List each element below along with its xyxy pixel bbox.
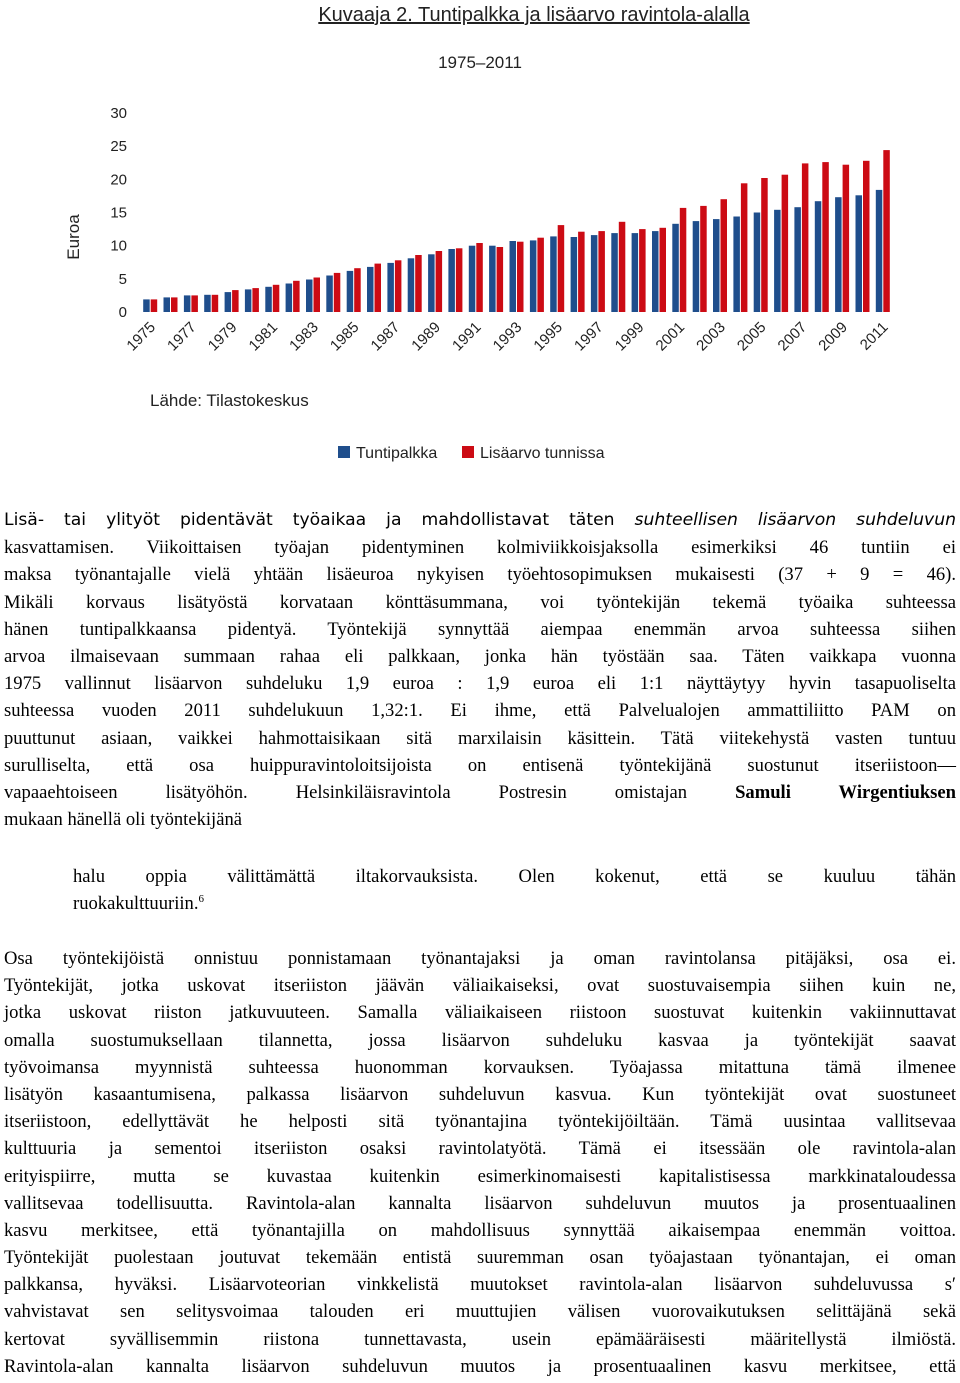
bar-tuntipalkka-1987 <box>387 263 394 312</box>
text-segment: 1975 vallinnut lisäarvon suhdeluku 1,9 euroa : 1,9 euroa eli 1:1 näyttäytyy hyvin tasapuoliselta <box>4 673 956 695</box>
bar-lisaarvo-2002 <box>700 206 707 312</box>
bar-tuntipalkka-1986 <box>367 267 374 312</box>
bar-lisaarvo-1997 <box>598 231 605 312</box>
bar-lisaarvo-2011 <box>883 150 890 312</box>
bar-tuntipalkka-2011 <box>876 190 883 312</box>
paragraph-1-line <box>4 616 956 643</box>
bar-lisaarvo-1990 <box>456 248 463 312</box>
paragraph-1-line <box>4 643 956 670</box>
text-segment: hänen tuntipalkkaansa pidentyä. Työntekijä synnyttää aiempaa enemmän arvoa suhteessa siihen <box>4 618 956 640</box>
bar-tuntipalkka-2010 <box>856 195 863 312</box>
paragraph-2 <box>4 945 956 1380</box>
bar-tuntipalkka-2005 <box>754 213 761 313</box>
paragraph-2-line: kertovat syvällisemmin riistona tunnettavasta, usein epämääräisesti määritellystä ilmiöstä. <box>4 1328 956 1350</box>
bar-lisaarvo-2009 <box>843 165 850 312</box>
text-segment: kasvattamisen. Viikoittaisen työajan pidentyminen kolmiviikkoisjaksolla esimerkiksi 46 tuntiin ei <box>4 537 956 559</box>
bar-lisaarvo-1995 <box>558 225 565 312</box>
chart-title: Kuvaaja 2. Tuntipalkka ja lisäarvo ravintola-alalla <box>318 4 750 26</box>
bar-tuntipalkka-1982 <box>286 284 293 313</box>
legend-swatch-lisaarvo <box>462 446 474 458</box>
paragraph-1-line <box>4 697 956 724</box>
bar-lisaarvo-1986 <box>375 264 382 312</box>
y-axis-label: Euroa <box>64 214 83 260</box>
bar-lisaarvo-1981 <box>273 285 280 312</box>
y-tick-label: 0 <box>118 304 127 321</box>
x-tick-label: 1993 <box>489 318 526 355</box>
bar-lisaarvo-1992 <box>497 247 504 312</box>
paragraph-1-line <box>4 806 956 833</box>
paragraph-1 <box>4 507 956 833</box>
footnote-marker: 6 <box>198 893 204 906</box>
paragraph-2-line: Osa työntekijöistä onnistuu ponnistamaan työnantajaksi ja oman ravintolansa pitäjäksi, osa ei. <box>4 948 956 969</box>
x-tick-label: 1991 <box>449 318 485 355</box>
bar-lisaarvo-1999 <box>639 229 646 312</box>
quote-line-2 <box>73 890 956 917</box>
text-segment: Lisä- tai ylityöt pidentävät työaikaa ja mahdollistavat täten <box>4 510 635 530</box>
paragraph-2-line: kulttuuria ja sementoi itseriiston osaksi ravintolatyötä. Tämä ei itsessään ole ravintola-alan <box>4 1138 956 1160</box>
bar-tuntipalkka-1985 <box>347 271 354 312</box>
paragraph-2-line: vallitsevaa todellisuutta. Ravintola-alan kannalta lisäarvon suhdeluvun muutos ja prosentuaalinen <box>4 1192 956 1214</box>
paragraph-2-line: Työntekijät, jotka uskovat itseriiston jäävän väliaikaiseksi, ovat suostuvaisempia siihen kuin ne, <box>4 975 956 997</box>
x-tick-label: 2003 <box>693 318 729 355</box>
bar-tuntipalkka-1981 <box>265 287 272 312</box>
legend-label-lisaarvo: Lisäarvo tunnissa <box>480 445 605 462</box>
paragraph-2-line: työvoimansa myynnistä suhteessa huonomman korvauksen. Työajassa mitattuna tämä ilmenee <box>4 1056 956 1078</box>
bars-group <box>143 150 890 312</box>
x-tick-label: 2005 <box>733 318 770 355</box>
x-tick-label: 1975 <box>123 318 160 355</box>
bar-lisaarvo-1984 <box>334 273 341 312</box>
bar-lisaarvo-2004 <box>741 183 748 312</box>
bar-tuntipalkka-1997 <box>591 235 598 312</box>
paragraph-2-line: omalla suostumuksellaan tilannetta, jossa lisäarvon suhdeluku kasvaa ja työntekijät saavat <box>4 1029 956 1051</box>
paragraph-1-line <box>4 752 956 779</box>
paragraph-1-line <box>4 725 956 752</box>
bar-tuntipalkka-1996 <box>571 237 578 312</box>
text-segment: mukaan hänellä oli työntekijänä <box>4 809 243 831</box>
bar-lisaarvo-1980 <box>252 288 259 312</box>
bar-lisaarvo-2000 <box>660 228 667 312</box>
x-tick-label: 2007 <box>774 318 811 355</box>
bar-tuntipalkka-1989 <box>428 254 435 312</box>
text-segment: puuttunut asiaan, vaikkei hahmottaisikaan sitä marxilaisin käsittein. Tätä viitekehystä vasten tuntuu <box>4 727 956 749</box>
source-note: Lähde: Tilastokeskus <box>150 391 309 410</box>
bar-lisaarvo-1976 <box>171 297 178 312</box>
bar-lisaarvo-1989 <box>436 251 443 312</box>
paragraph-2-line: erityispiirre, mutta se kuvastaa kuitenkin esimerkinomaisesti kapitalistisessa markkinataloudessa <box>4 1165 956 1187</box>
y-tick-label: 5 <box>118 270 127 288</box>
bar-chart <box>0 0 960 480</box>
bar-tuntipalkka-1994 <box>530 240 537 312</box>
bar-tuntipalkka-1979 <box>225 292 232 312</box>
x-tick-label: 1977 <box>164 318 200 355</box>
bar-tuntipalkka-2009 <box>835 197 842 312</box>
paragraph-1-line <box>4 534 956 561</box>
bar-tuntipalkka-1992 <box>489 246 496 312</box>
y-tick-label: 20 <box>110 171 127 189</box>
x-tick-label: 1989 <box>408 318 444 355</box>
y-tick-label: 15 <box>110 204 127 222</box>
bar-tuntipalkka-1991 <box>469 246 476 312</box>
bar-tuntipalkka-1995 <box>550 236 557 312</box>
text-segment: Samuli Wirgentiuksen <box>735 781 956 803</box>
x-axis-ticks <box>123 319 891 355</box>
legend-label-tuntipalkka: Tuntipalkka <box>356 445 438 462</box>
paragraph-1-line <box>4 670 956 697</box>
legend-swatch-tuntipalkka <box>338 446 350 458</box>
paragraph-2-line: jotka uskovat riiston jatkuvuuteen. Samalla väliaikaiseen riistoon suostuvat kuitenkin vakiinnuttavat <box>4 1002 956 1024</box>
bar-lisaarvo-1983 <box>314 278 321 313</box>
x-tick-label: 2009 <box>815 318 851 355</box>
bar-tuntipalkka-2006 <box>774 210 781 312</box>
bar-tuntipalkka-1976 <box>164 297 171 312</box>
bar-tuntipalkka-1977 <box>184 295 191 312</box>
bar-tuntipalkka-1980 <box>245 289 252 312</box>
paragraph-2-line: palkkansa, hyväksi. Lisäarvoteorian vinkkelistä muutokset ravintola-alan lisäarvon suhdeluvussa s′ <box>4 1274 956 1296</box>
bar-tuntipalkka-1993 <box>510 241 517 312</box>
bar-lisaarvo-1998 <box>619 222 626 312</box>
bar-lisaarvo-1996 <box>578 232 585 312</box>
bar-lisaarvo-2003 <box>721 199 728 312</box>
bar-lisaarvo-1988 <box>415 255 422 312</box>
bar-tuntipalkka-2001 <box>672 224 679 312</box>
bar-lisaarvo-1987 <box>395 260 402 312</box>
paragraph-1-line <box>4 507 956 534</box>
chart-legend <box>338 445 605 462</box>
text-segment: suhteellisen lisäarvon suhdeluvun <box>634 510 956 530</box>
chart-subtitle: 1975–2011 <box>438 53 522 72</box>
bar-tuntipalkka-1999 <box>632 233 639 312</box>
text-segment: Mikäli korvaus lisätyöstä korvataan könttäsummana, voi työntekijän tekemä työaika suhteessa <box>4 591 956 613</box>
bar-lisaarvo-1994 <box>537 238 544 312</box>
x-tick-label: 1999 <box>611 318 648 355</box>
block-quote <box>73 863 956 917</box>
bar-tuntipalkka-1984 <box>326 276 333 313</box>
quote-line-1: halu oppia välittämättä iltakorvauksista. Olen kokenut, että se kuuluu tähän <box>73 866 956 887</box>
text-segment: suhteessa vuoden 2011 suhdelukuun 1,32:1. Ei ihme, että Palvelualojen ammattiliitto PAM on <box>4 700 956 722</box>
quote-line-2-text: ruokakulttuuriin. <box>73 893 199 915</box>
bar-tuntipalkka-2002 <box>693 221 700 312</box>
x-tick-label: 1997 <box>571 318 607 355</box>
paragraph-1-line <box>4 589 956 616</box>
paragraph-2-line: itseriistoon, edellyttävät he helposti sitä työnantajina työntekijöiltään. Tämä uusintaa vallitsevaa <box>4 1111 956 1133</box>
x-tick-label: 1979 <box>204 318 241 355</box>
x-tick-label: 2011 <box>856 318 892 354</box>
bar-lisaarvo-1993 <box>517 242 524 312</box>
paragraph-1-line <box>4 561 956 588</box>
paragraph-2-line: Ravintola-alan kannalta lisäarvon suhdeluvun muutos ja prosentuaalinen kasvu merkitsee, että <box>4 1355 956 1377</box>
bar-tuntipalkka-1998 <box>611 233 618 312</box>
bar-tuntipalkka-1988 <box>408 258 415 312</box>
text-segment: arvoa ilmaisevaan summaan rahaa eli palkkaan, jonka hän työstään saa. Täten vaikkapa vuonna <box>4 645 956 667</box>
bar-lisaarvo-2006 <box>782 175 789 312</box>
bar-lisaarvo-1991 <box>476 243 483 312</box>
bar-tuntipalkka-2003 <box>713 219 720 312</box>
bar-lisaarvo-1975 <box>151 299 158 312</box>
text-segment: surulliselta, että osa huippuravintoloitsijoista on entisenä työntekijänä suostunut itseriistoon— <box>4 754 956 776</box>
bar-lisaarvo-1979 <box>232 290 239 312</box>
bar-lisaarvo-2007 <box>802 163 809 312</box>
bar-tuntipalkka-1978 <box>204 295 211 312</box>
bar-tuntipalkka-2004 <box>733 217 740 313</box>
bar-lisaarvo-1982 <box>293 281 300 312</box>
bar-lisaarvo-1978 <box>212 295 219 312</box>
bar-tuntipalkka-2000 <box>652 231 659 312</box>
x-tick-label: 1995 <box>530 318 567 355</box>
paragraph-2-line: Työntekijät puolestaan joutuvat tekemään entistä suuremman osan työajastaan työnantajan, ei oman <box>4 1247 956 1269</box>
paragraph-2-line: kasvu merkitsee, että työnantajilla on mahdollisuus synnyttää aikaisempaa enemmän voittoa. <box>4 1219 956 1241</box>
bar-lisaarvo-1977 <box>191 295 198 312</box>
x-tick-label: 1981 <box>245 318 282 355</box>
paragraph-2-line: vahvistavat sen selitysvoimaa talouden eri muuttujien välisen vuorovaikutuksen selittäjänä sekä <box>4 1301 956 1323</box>
bar-lisaarvo-2005 <box>761 178 768 312</box>
bar-lisaarvo-1985 <box>354 268 361 312</box>
bar-tuntipalkka-2007 <box>794 207 801 312</box>
x-tick-label: 1987 <box>367 318 404 355</box>
x-tick-label: 2001 <box>652 318 689 355</box>
x-tick-label: 1983 <box>286 318 322 355</box>
bar-lisaarvo-2001 <box>680 208 687 312</box>
bar-lisaarvo-2010 <box>863 161 870 312</box>
bar-tuntipalkka-1990 <box>448 249 455 312</box>
y-tick-label: 10 <box>110 237 127 255</box>
y-tick-label: 30 <box>110 105 127 122</box>
paragraph-1-line <box>4 779 956 806</box>
bar-tuntipalkka-1975 <box>143 299 150 312</box>
y-tick-label: 25 <box>110 138 127 156</box>
x-tick-label: 1985 <box>326 318 363 355</box>
text-segment: maksa työnantajalle vielä yhtään lisäeuroa nykyisen työehtosopimuksen mukaisesti (37 + 9 = 46). <box>4 564 956 586</box>
y-axis-ticks <box>110 105 127 321</box>
bar-lisaarvo-2008 <box>822 162 829 312</box>
bar-tuntipalkka-2008 <box>815 201 822 312</box>
text-segment: vapaaehtoiseen lisätyöhön. Helsinkiläisravintola Postresin omistajan <box>4 781 736 803</box>
paragraph-2-line: lisätyön kasaantumisena, palkassa lisäarvon suhdeluvun kasvua. Kun työntekijät ovat suostuneet <box>4 1083 956 1105</box>
bar-tuntipalkka-1983 <box>306 280 313 313</box>
